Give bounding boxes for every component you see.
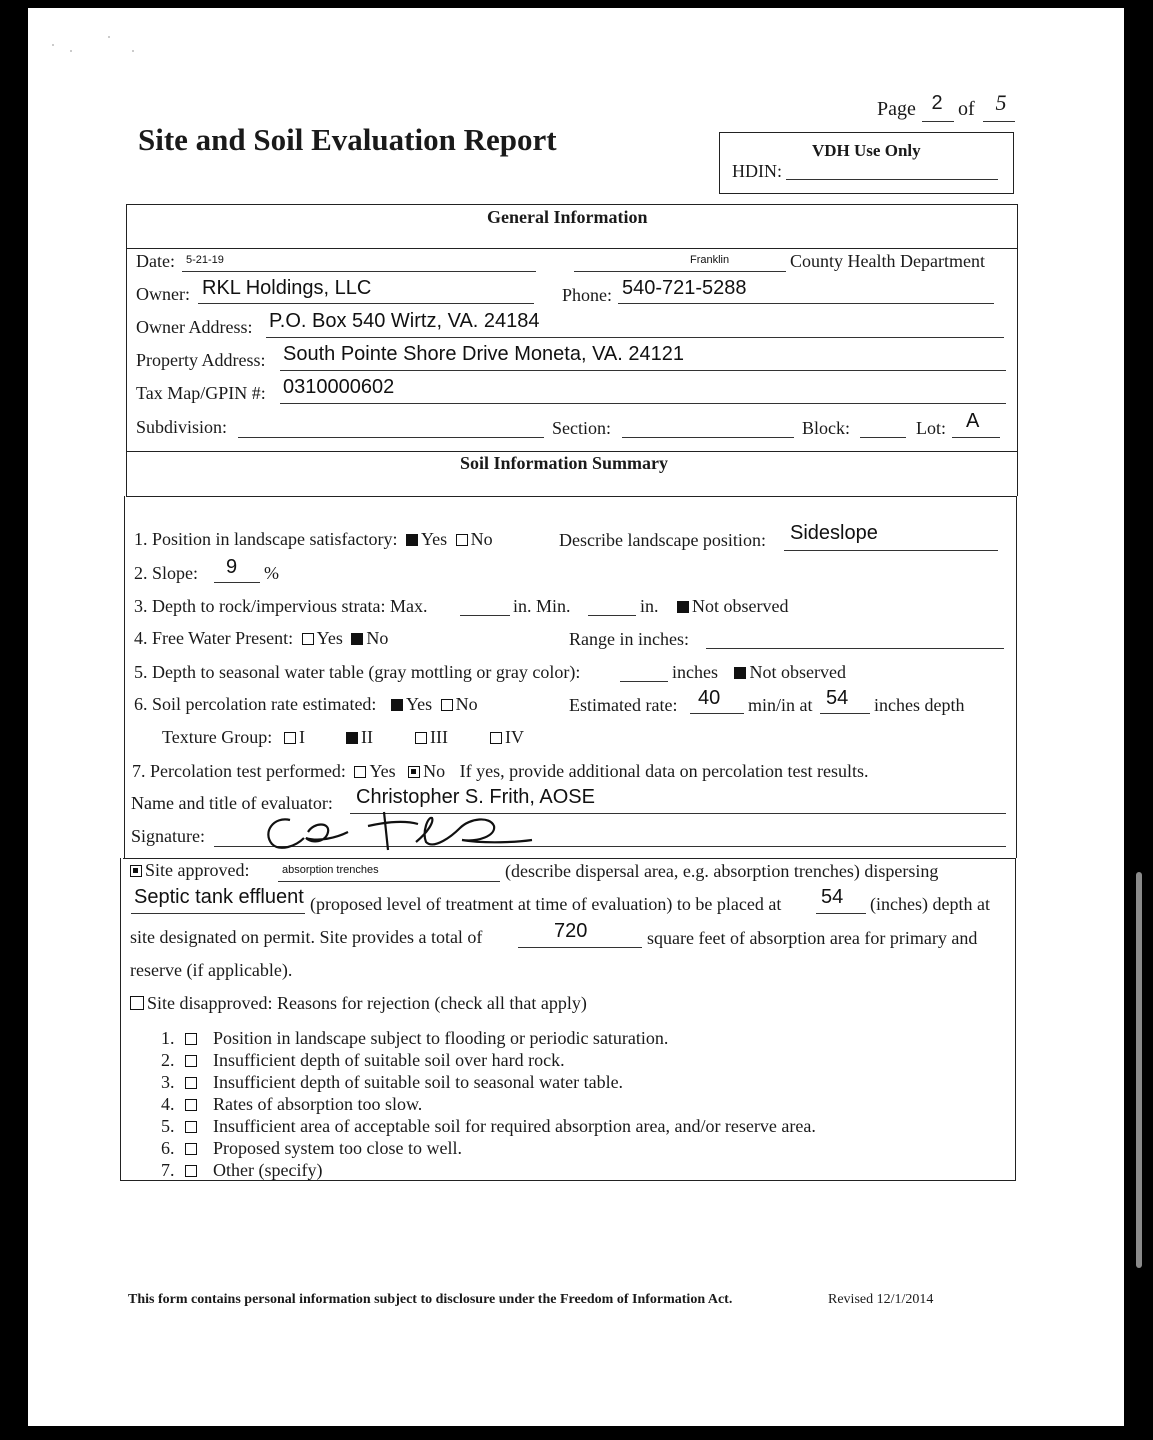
texture-2-label: II <box>361 727 373 747</box>
scan-speck <box>70 50 72 52</box>
date-value: 5-21-19 <box>186 254 224 266</box>
q7-no-checkbox[interactable] <box>408 766 420 778</box>
q3-not-observed-label: Not observed <box>692 596 789 616</box>
owner-address-value: P.O. Box 540 Wirtz, VA. 24184 <box>269 310 540 332</box>
reason-number: 4. <box>161 1094 175 1114</box>
q4-no-label: No <box>366 628 389 648</box>
evaluator-label: Name and title of evaluator: <box>131 793 333 813</box>
q7-yes-checkbox[interactable] <box>354 766 366 778</box>
q4-row <box>134 628 388 649</box>
q4-yes-label: Yes <box>316 628 343 648</box>
q7-no-label: No <box>423 761 446 781</box>
soil-bottom-rule <box>123 858 1016 859</box>
approval-left-rule <box>120 858 121 1180</box>
site-text: site designated on permit. Site provides a total of <box>130 927 483 947</box>
revised-date: Revised 12/1/2014 <box>828 1292 934 1307</box>
rejection-reasons-list <box>161 1027 816 1181</box>
soil-header-rule <box>126 496 1017 497</box>
list-item <box>161 1049 816 1071</box>
property-address-label: Property Address: <box>136 350 266 370</box>
page-number-line <box>922 121 954 122</box>
site-disapproved-row <box>128 993 587 1014</box>
page-total-line <box>983 121 1015 122</box>
site-disapproved-checkbox[interactable] <box>130 996 144 1010</box>
page-number: 2 <box>931 92 943 114</box>
reserve-text: reserve (if applicable). <box>130 960 293 980</box>
q4-yes-checkbox[interactable] <box>302 633 314 645</box>
block-field[interactable] <box>860 437 906 438</box>
signature-image <box>256 802 536 854</box>
q5-label: 5. Depth to seasonal water table (gray mottling or gray color): <box>134 662 581 682</box>
placement-depth-value: 54 <box>821 886 844 908</box>
q6-no-checkbox[interactable] <box>441 699 453 711</box>
lot-value: A <box>966 410 980 432</box>
reason-number: 3. <box>161 1072 175 1092</box>
depth-text: (inches) depth at <box>870 894 990 914</box>
q3-not-observed-checkbox[interactable] <box>677 601 689 613</box>
q7-row <box>132 761 869 782</box>
property-address-field[interactable] <box>280 370 1006 371</box>
q5-inches-label: inches <box>672 662 718 682</box>
texture-1-label: I <box>299 727 305 747</box>
reason-5-checkbox[interactable] <box>185 1121 197 1133</box>
q1-yes-checkbox[interactable] <box>406 534 418 546</box>
approval-right-rule <box>1015 858 1016 1180</box>
q2-unit: % <box>264 563 279 583</box>
q4-range-label: Range in inches: <box>569 629 689 649</box>
site-disapproved-label: Site disapproved: Reasons for rejection (check all that apply) <box>147 993 587 1013</box>
page-total: 5 <box>995 90 1007 115</box>
q5-row-end <box>672 662 846 683</box>
q7-yes-label: Yes <box>369 761 396 781</box>
owner-field[interactable] <box>198 303 534 304</box>
q4-range-field[interactable] <box>706 648 1004 649</box>
texture-4-label: IV <box>505 727 524 747</box>
of-label: of <box>958 98 975 120</box>
reason-text: Insufficient area of acceptable soil for required absorption area, and/or reserve area. <box>213 1116 816 1136</box>
scan-speck <box>108 36 110 38</box>
effluent-field[interactable] <box>131 913 305 914</box>
q3-in-label: in. <box>640 596 659 616</box>
reason-text: Insufficient depth of suitable soil over hard rock. <box>213 1050 565 1070</box>
q6-rate-label: Estimated rate: <box>569 695 678 715</box>
owner-address-label: Owner Address: <box>136 317 253 337</box>
date-label: Date: <box>136 251 175 271</box>
lot-field[interactable] <box>952 437 1000 438</box>
vdh-use-only-label: VDH Use Only <box>812 141 921 160</box>
reason-3-checkbox[interactable] <box>185 1077 197 1089</box>
texture-group-2 <box>342 727 373 748</box>
q1-describe-label: Describe landscape position: <box>559 530 766 550</box>
county-health-label: County Health Department <box>790 251 985 271</box>
texture-group-1 <box>280 727 305 748</box>
phone-label: Phone: <box>562 285 613 305</box>
subdivision-field[interactable] <box>238 437 544 438</box>
owner-address-field[interactable] <box>266 337 1004 338</box>
general-bottom-rule <box>126 451 1017 452</box>
reason-text: Proposed system too close to well. <box>213 1138 462 1158</box>
reason-6-checkbox[interactable] <box>185 1143 197 1155</box>
reason-1-checkbox[interactable] <box>185 1033 197 1045</box>
site-approved-label: Site approved: <box>145 860 250 880</box>
reason-7-checkbox[interactable] <box>185 1165 197 1177</box>
dispersal-desc: (describe dispersal area, e.g. absorption trenches) dispersing <box>505 861 939 881</box>
list-item <box>161 1137 816 1159</box>
reason-text: Rates of absorption too slow. <box>213 1094 423 1114</box>
reason-2-checkbox[interactable] <box>185 1055 197 1067</box>
q3-row-end <box>640 596 789 617</box>
q6-depth-value: 54 <box>826 687 849 709</box>
county-field[interactable] <box>574 271 786 272</box>
site-approved-row <box>128 860 249 881</box>
q1-no-checkbox[interactable] <box>456 534 468 546</box>
taxmap-field[interactable] <box>280 403 1006 404</box>
list-item <box>161 1027 816 1049</box>
reason-text: Insufficient depth of suitable soil to seasonal water table. <box>213 1072 624 1092</box>
general-left-rule <box>126 204 127 496</box>
texture-3-label: III <box>430 727 448 747</box>
q1-describe-value: Sideslope <box>790 522 878 544</box>
q5-not-observed-checkbox[interactable] <box>734 667 746 679</box>
phone-field[interactable] <box>618 303 994 304</box>
q1-describe-field[interactable] <box>784 550 998 551</box>
treatment-text: (proposed level of treatment at time of evaluation) to be placed at <box>310 894 782 914</box>
vertical-scrollbar[interactable] <box>1136 872 1142 1268</box>
q4-no-checkbox[interactable] <box>351 633 363 645</box>
lot-label: Lot: <box>916 418 946 438</box>
q7-label: 7. Percolation test performed: <box>132 761 346 781</box>
hdin-label: HDIN: <box>732 161 782 181</box>
date-field[interactable] <box>182 271 536 272</box>
hdin-field[interactable] <box>786 179 998 180</box>
evaluator-value: Christopher S. Frith, AOSE <box>356 786 595 808</box>
reason-number: 6. <box>161 1138 175 1158</box>
site-approved-checkbox[interactable] <box>130 865 142 877</box>
q2-label: 2. Slope: <box>134 563 199 583</box>
reason-number: 2. <box>161 1050 175 1070</box>
q6-yes-label: Yes <box>405 694 433 714</box>
soil-information-heading: Soil Information Summary <box>460 453 669 473</box>
general-header-rule <box>126 248 1017 249</box>
foia-notice: This form contains personal information subject to disclosure under the Freedom of Information Act. <box>128 1292 733 1307</box>
q5-field[interactable] <box>620 681 668 682</box>
q3-min-field[interactable] <box>588 615 636 616</box>
placement-depth-field[interactable] <box>816 913 866 914</box>
q1-yes-label: Yes <box>420 529 448 549</box>
form-page <box>28 8 1124 1426</box>
q2-field[interactable] <box>214 582 260 583</box>
effluent-value: Septic tank effluent <box>134 886 304 908</box>
page-title: Site and Soil Evaluation Report <box>138 122 557 157</box>
signature-label: Signature: <box>131 826 205 846</box>
q6-row <box>134 694 478 715</box>
reason-number: 7. <box>161 1160 175 1180</box>
texture-group-3 <box>411 727 448 748</box>
list-item <box>161 1093 816 1115</box>
q6-depth-field[interactable] <box>820 713 870 714</box>
area-value: 720 <box>554 920 588 942</box>
list-item <box>161 1159 816 1181</box>
scan-speck <box>52 44 54 46</box>
q6-rate-field[interactable] <box>690 713 744 714</box>
owner-value: RKL Holdings, LLC <box>202 277 372 299</box>
texture-label: Texture Group: <box>162 727 273 747</box>
q6-depth-label: inches depth <box>874 695 965 715</box>
q1-label: 1. Position in landscape satisfactory: <box>134 529 398 549</box>
section-field[interactable] <box>622 437 794 438</box>
q5-not-observed-label: Not observed <box>749 662 846 682</box>
q1-row <box>134 529 493 550</box>
texture-3-checkbox[interactable] <box>415 732 427 744</box>
soil-left-rule <box>124 496 125 858</box>
reason-number: 1. <box>161 1028 175 1048</box>
taxmap-label: Tax Map/GPIN #: <box>136 383 266 403</box>
property-address-value: South Pointe Shore Drive Moneta, VA. 24121 <box>283 343 684 365</box>
texture-2-checkbox[interactable] <box>346 732 358 744</box>
q6-yes-checkbox[interactable] <box>391 699 403 711</box>
vdh-use-box <box>719 132 1014 194</box>
section-label: Section: <box>552 418 611 438</box>
q1-no-label: No <box>470 529 493 549</box>
list-item <box>161 1071 816 1093</box>
q3-in-min-label: in. Min. <box>513 596 571 616</box>
owner-label: Owner: <box>136 284 190 304</box>
reason-4-checkbox[interactable] <box>185 1099 197 1111</box>
area-text: square feet of absorption area for primary and <box>647 928 978 948</box>
general-information-heading: General Information <box>487 207 648 227</box>
scan-speck <box>132 50 134 52</box>
q6-rate-value: 40 <box>698 687 721 709</box>
reason-text: Other (specify) <box>213 1160 323 1180</box>
area-field[interactable] <box>518 947 642 948</box>
reason-text: Position in landscape subject to flooding or periodic saturation. <box>213 1028 669 1048</box>
texture-1-checkbox[interactable] <box>284 732 296 744</box>
dispersal-value: absorption trenches <box>282 864 379 876</box>
q3-label: 3. Depth to rock/impervious strata: Max. <box>134 596 428 616</box>
dispersal-field[interactable] <box>278 881 500 882</box>
general-top-rule <box>126 204 1017 205</box>
list-item <box>161 1115 816 1137</box>
q7-ifyes-text: If yes, provide additional data on percolation test results. <box>459 761 869 781</box>
subdivision-label: Subdivision: <box>136 417 228 437</box>
q3-max-field[interactable] <box>460 615 510 616</box>
texture-4-checkbox[interactable] <box>490 732 502 744</box>
q6-label: 6. Soil percolation rate estimated: <box>134 694 377 714</box>
general-right-rule <box>1017 204 1018 496</box>
phone-value: 540-721-5288 <box>622 277 747 299</box>
q2-value: 9 <box>226 556 238 578</box>
reason-number: 5. <box>161 1116 175 1136</box>
taxmap-value: 0310000602 <box>283 376 395 398</box>
soil-right-rule <box>1016 496 1017 858</box>
page-label: Page <box>877 98 916 120</box>
block-label: Block: <box>802 418 850 438</box>
q4-label: 4. Free Water Present: <box>134 628 294 648</box>
texture-group-4 <box>486 727 524 748</box>
q6-minin-label: min/in at <box>748 695 813 715</box>
county-value: Franklin <box>690 254 730 266</box>
q6-no-label: No <box>455 694 478 714</box>
